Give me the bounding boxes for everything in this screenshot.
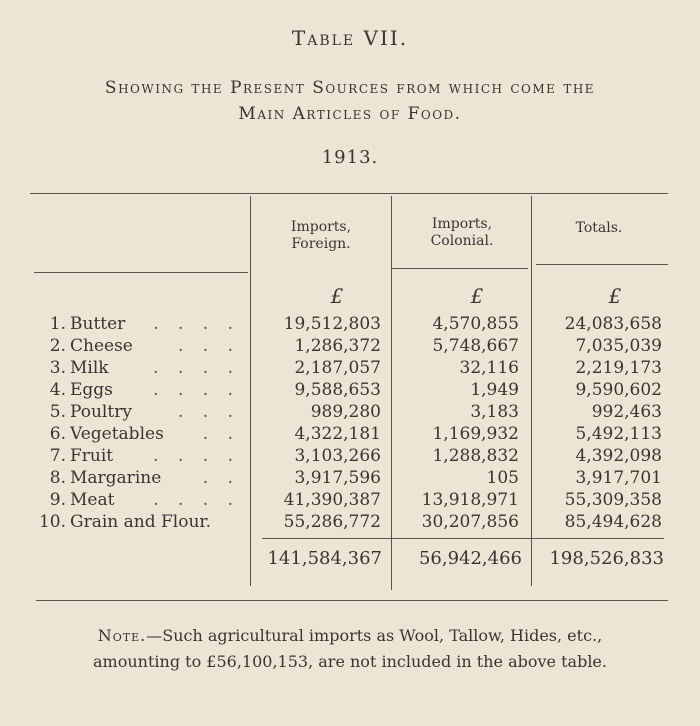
row-article: Meat bbox=[70, 490, 115, 510]
table-bottom-rule bbox=[36, 600, 668, 601]
row-number: 7. bbox=[49, 446, 66, 466]
row-foreign-value: 989,280 bbox=[310, 402, 381, 422]
table-top-rule bbox=[30, 193, 668, 194]
table-row bbox=[0, 313, 700, 335]
row-article: Eggs bbox=[70, 380, 113, 400]
grand-total-all: 198,526,833 bbox=[549, 548, 664, 569]
column-header-totals: Totals. bbox=[575, 220, 623, 236]
row-number: 3. bbox=[49, 358, 66, 378]
table-subtitle-line1: Showing the Present Sources from which come the bbox=[104, 78, 596, 98]
row-foreign-value: 3,103,266 bbox=[294, 446, 381, 466]
column-header-foreign bbox=[262, 219, 380, 253]
row-colonial-value: 5,748,667 bbox=[432, 336, 519, 356]
row-leader-dots: . . bbox=[202, 424, 240, 444]
row-total-value: 9,590,602 bbox=[575, 380, 662, 400]
row-foreign-value: 2,187,057 bbox=[294, 358, 381, 378]
row-number: 10. bbox=[38, 512, 66, 532]
grand-total-foreign: 141,584,367 bbox=[267, 548, 382, 569]
table-row bbox=[0, 335, 700, 357]
row-total-value: 24,083,658 bbox=[564, 314, 662, 334]
currency-symbol-totals: £ bbox=[608, 284, 622, 308]
row-number: 9. bbox=[49, 490, 66, 510]
row-leader-dots: . . . . bbox=[153, 490, 240, 510]
row-number: 4. bbox=[49, 380, 66, 400]
column-header-colonial bbox=[400, 216, 524, 250]
row-leader-dots: . . . . bbox=[153, 380, 240, 400]
row-article: Fruit bbox=[70, 446, 114, 466]
row-colonial-value: 1,949 bbox=[470, 380, 519, 400]
row-colonial-value: 1,288,832 bbox=[432, 446, 519, 466]
currency-symbol-colonial: £ bbox=[470, 284, 484, 308]
table-title: Table VII. bbox=[291, 26, 409, 50]
row-number: 1. bbox=[49, 314, 66, 334]
row-leader-dots: . . . . bbox=[153, 446, 240, 466]
row-colonial-value: 13,918,971 bbox=[421, 490, 519, 510]
table-row bbox=[0, 379, 700, 401]
footnote-line1 bbox=[0, 626, 700, 645]
row-article: Grain and Flour. bbox=[70, 512, 212, 532]
footnote-line1-text: —Such agricultural imports as Wool, Tallow, Hides, etc., bbox=[146, 626, 603, 645]
grand-total-colonial: 56,942,466 bbox=[418, 548, 522, 569]
row-total-value: 4,392,098 bbox=[575, 446, 662, 466]
row-foreign-value: 55,286,772 bbox=[283, 512, 381, 532]
row-article: Cheese bbox=[70, 336, 133, 356]
row-total-value: 3,917,701 bbox=[575, 468, 662, 488]
row-colonial-value: 32,116 bbox=[459, 358, 519, 378]
row-leader-dots: . . . . bbox=[153, 314, 240, 334]
currency-symbol-foreign: £ bbox=[330, 284, 344, 308]
footnote-heading: Note. bbox=[97, 626, 147, 645]
column-header-foreign-line2: Foreign. bbox=[291, 236, 351, 252]
table-subtitle-line2: Main Articles of Food. bbox=[238, 104, 462, 124]
row-number: 8. bbox=[49, 468, 66, 488]
table-row bbox=[0, 467, 700, 489]
row-leader-dots: . . bbox=[202, 468, 240, 488]
row-leader-dots: . . . bbox=[177, 336, 240, 356]
sum-rule bbox=[262, 538, 664, 539]
row-total-value: 85,494,628 bbox=[564, 512, 662, 532]
table-row bbox=[0, 423, 700, 445]
row-number: 5. bbox=[49, 402, 66, 422]
column-header-foreign-line1: Imports, bbox=[290, 219, 352, 235]
table-row bbox=[0, 445, 700, 467]
row-foreign-value: 1,286,372 bbox=[294, 336, 381, 356]
row-foreign-value: 41,390,387 bbox=[283, 490, 381, 510]
row-colonial-value: 3,183 bbox=[470, 402, 519, 422]
row-colonial-value: 1,169,932 bbox=[432, 424, 519, 444]
table-year: 1913. bbox=[321, 147, 379, 168]
header-bottom-rule bbox=[392, 268, 528, 269]
row-colonial-value: 30,207,856 bbox=[421, 512, 519, 532]
header-bottom-rule bbox=[536, 264, 668, 265]
table-row bbox=[0, 401, 700, 423]
row-number: 6. bbox=[49, 424, 66, 444]
row-foreign-value: 4,322,181 bbox=[294, 424, 381, 444]
header-bottom-rule bbox=[34, 272, 248, 273]
column-header-colonial-line1: Imports, bbox=[431, 216, 493, 232]
table-row bbox=[0, 489, 700, 511]
footnote-line2: amounting to £56,100,153, are not included in the above table. bbox=[93, 652, 607, 671]
row-article: Margarine bbox=[70, 468, 162, 488]
row-total-value: 5,492,113 bbox=[575, 424, 662, 444]
row-colonial-value: 4,570,855 bbox=[432, 314, 519, 334]
row-total-value: 55,309,358 bbox=[564, 490, 662, 510]
row-article: Butter bbox=[70, 314, 126, 334]
row-total-value: 2,219,173 bbox=[575, 358, 662, 378]
row-foreign-value: 3,917,596 bbox=[294, 468, 381, 488]
column-header-colonial-line2: Colonial. bbox=[430, 233, 494, 249]
row-total-value: 7,035,039 bbox=[575, 336, 662, 356]
table-row bbox=[0, 511, 700, 533]
row-foreign-value: 19,512,803 bbox=[283, 314, 381, 334]
row-article: Vegetables bbox=[70, 424, 164, 444]
row-article: Milk bbox=[70, 358, 109, 378]
row-leader-dots: . . . bbox=[177, 402, 240, 422]
row-number: 2. bbox=[49, 336, 66, 356]
row-leader-dots: . . . . bbox=[153, 358, 240, 378]
row-total-value: 992,463 bbox=[591, 402, 662, 422]
row-colonial-value: 105 bbox=[486, 468, 519, 488]
row-article: Poultry bbox=[70, 402, 132, 422]
row-foreign-value: 9,588,653 bbox=[294, 380, 381, 400]
table-row bbox=[0, 357, 700, 379]
